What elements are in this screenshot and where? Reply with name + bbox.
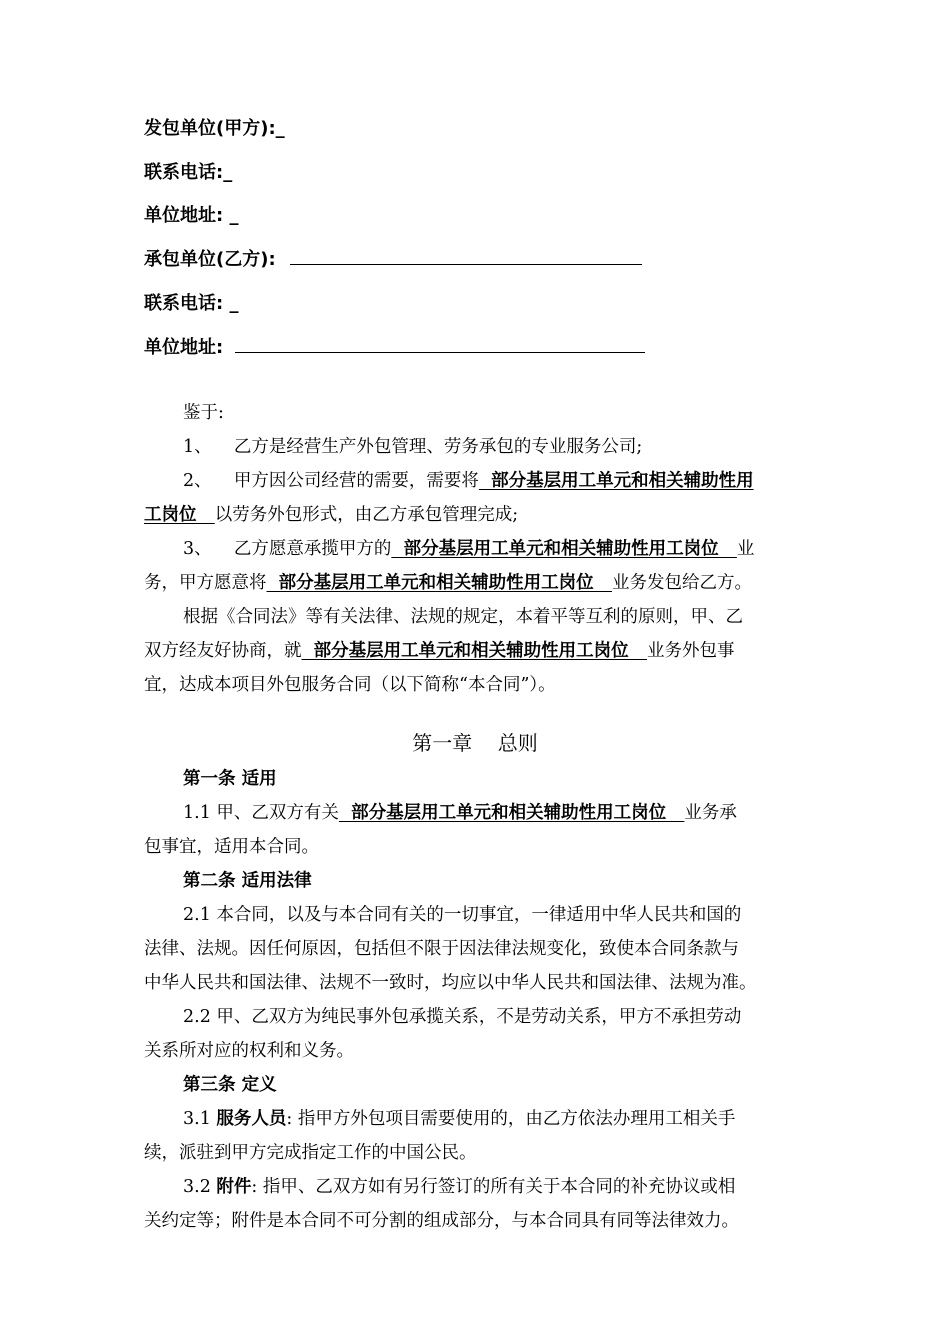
issuer-label: 发包单位(甲方):_ [144,118,285,139]
contractor-address-field [144,336,645,360]
contractor-field [144,248,642,272]
clause-2-2-line-2: 关系所对应的权利和义务。 [144,1041,354,1061]
whereas-item-1: 1、 乙方是经营生产外包管理、劳务承包的专业服务公司; [183,437,643,457]
clause-1-1: 1.1 甲、乙双方有关 部分基层用工单元和相关辅助性用工岗位 业务承 [183,803,737,823]
articles [144,762,802,1238]
issuer-address-label: 单位地址: _ [144,205,239,226]
clause-2-1-line-2: 法律、法规。因任何原因，包括但不限于因法律法规变化，致使本合同条款与 [144,939,739,959]
clause-2-1-line-1: 2.1 本合同，以及与本合同有关的一切事宜，一律适用中华人民共和国的 [183,905,742,925]
clause-3-1-cont: 续，派驻到甲方完成指定工作的中国公民。 [144,1143,477,1163]
whereas-item-3: 3、 乙方愿意承揽甲方的 部分基层用工单元和相关辅助性用工岗位 业 [183,539,755,559]
whereas-item-2-cont: 工岗位 以劳务外包形式，由乙方承包管理完成; [144,505,519,525]
basis-line-2: 双方经友好协商，就 部分基层用工单元和相关辅助性用工岗位 业务外包事 [144,641,735,661]
article-3-heading: 第三条 定义 [183,1075,277,1095]
contractor-address-blank-line [235,336,645,353]
contractor-phone-label: 联系电话: _ [144,293,239,314]
contractor-blank-line [290,248,642,265]
contractor-label: 承包单位(乙方): [144,249,276,270]
clause-3-2-cont: 关约定等；附件是本合同不可分割的组成部分，与本合同具有同等法律效力。 [144,1211,739,1231]
clause-2-2-line-1: 2.2 甲、乙双方为纯民事外包承揽关系，不是劳动关系，甲方不承担劳动 [183,1007,742,1027]
issuer-address-field [144,204,238,228]
contractor-phone-field [144,292,238,316]
whereas-item-2: 2、 甲方因公司经营的需要，需要将 部分基层用工单元和相关辅助性用 [183,471,754,491]
article-2-heading: 第二条 适用法律 [183,871,312,891]
issuer-field [144,117,285,141]
chapter-title: 第一章 总则 [412,731,538,755]
preamble [144,396,802,702]
whereas-item-3-cont: 务，甲方愿意将 部分基层用工单元和相关辅助性用工岗位 业务发包给乙方。 [144,573,752,593]
clause-3-2: 3.2 附件: 指甲、乙双方如有另行签订的所有关于本合同的补充协议或相 [183,1177,736,1197]
clause-2-1-line-3: 中华人民共和国法律、法规不一致时，均应以中华人民共和国法律、法规为准。 [144,973,757,993]
issuer-phone-field [144,161,232,185]
clause-3-1: 3.1 服务人员: 指甲方外包项目需要使用的，由乙方依法办理用工相关手 [183,1109,736,1129]
issuer-phone-label: 联系电话:_ [144,162,233,183]
term-service-personnel: 服务人员 [216,1109,287,1129]
basis-line-1: 根据《合同法》等有关法律、法规的规定，本着平等互利的原则，甲、乙 [183,607,743,627]
basis-line-3: 宜，达成本项目外包服务合同（以下简称“本合同”）。 [144,675,556,695]
article-1-heading: 第一条 适用 [183,769,277,789]
term-attachment: 附件 [216,1177,252,1197]
clause-1-1-cont: 包事宜，适用本合同。 [144,837,319,857]
whereas-line: 鉴于: [183,403,224,423]
contractor-address-label: 单位地址: [144,337,224,358]
